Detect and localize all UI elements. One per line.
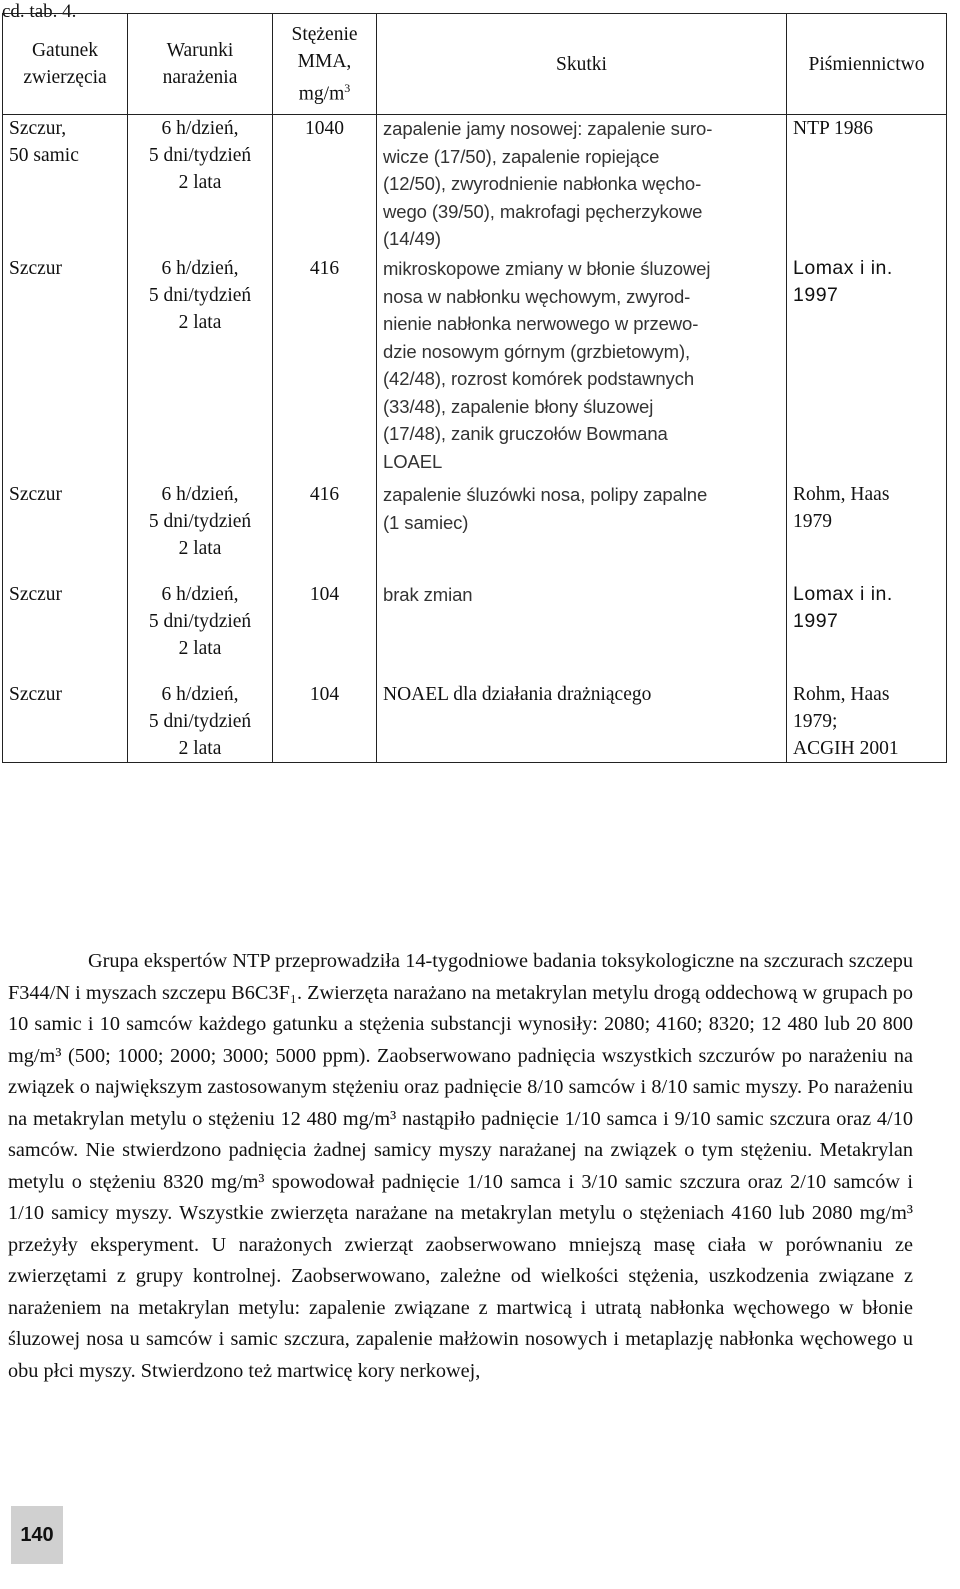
cell-concentration: 104 — [273, 681, 377, 763]
cell-species: Szczur — [3, 481, 128, 581]
cell-concentration: 416 — [273, 255, 377, 481]
cell-conditions: 6 h/dzień, 5 dni/tydzień 2 lata — [128, 581, 273, 681]
table-row — [3, 481, 947, 581]
cell-conditions: 6 h/dzień, 5 dni/tydzień 2 lata — [128, 481, 273, 581]
cell-conditions: 6 h/dzień, 5 dni/tydzień 2 lata — [128, 681, 273, 763]
cell-effects: NOAEL dla działania drażniącego — [377, 681, 787, 763]
cell-references: Lomax i in. 1997 — [787, 581, 947, 681]
continuation-label: cd. tab. 4. — [2, 1, 77, 22]
cell-effects: zapalenie śluzówki nosa, polipy zapalne (1 samiec) — [377, 481, 787, 581]
table-row — [3, 581, 947, 681]
header-concentration: Stężenie MMA, $mg/m^3$ — [273, 14, 377, 115]
page-number: 140 — [11, 1506, 63, 1564]
cell-species: Szczur — [3, 581, 128, 681]
cell-effects: mikroskopowe zmiany w błonie śluzowej nosa w nabłonku węchowym, zwyrod- nienie nabłonka nerwowego w przewo- dzie nosowym górnym (grzbietowym), (42/48), rozrost komórek podstawnych (33/48), zapalenie błony śluzowej (17/48), zanik gruczołów Bowmana LOAEL — [377, 255, 787, 481]
cell-concentration: 1040 — [273, 115, 377, 256]
table-row — [3, 681, 947, 763]
cell-references: Lomax i in. 1997 — [787, 255, 947, 481]
cell-references: NTP 1986 — [787, 115, 947, 256]
table-row — [3, 115, 947, 256]
cell-effects: brak zmian — [377, 581, 787, 681]
cell-concentration: 104 — [273, 581, 377, 681]
cell-species: Szczur — [3, 681, 128, 763]
cell-references: Rohm, Haas 1979 — [787, 481, 947, 581]
header-species: Gatunek zwierzęcia — [3, 14, 128, 115]
toxicity-table — [2, 13, 947, 763]
body-paragraph: Grupa ekspertów NTP przeprowadziła 14-tygodniowe badania toksykologiczne na szczurach szczepu F344/N i myszach szczepu B6C3F₁. Zwierzęta narażano na metakrylan metylu drogą oddechową w grupach po 10 samic i 10 samców każdego gatunku a stężenia substancji wynosiły: 2080; 4160; 8320; 12 480 lub 20 800 mg/m³ (500; 1000; 2000; 3000; 5000 ppm). Zaobserwowano padnięcia wszystkich szczurów po narażeniu na związek o największym zastosowanym stężeniu oraz padnięcie 8/10 samców i 8/10 samic myszy. Po narażeniu na metakrylan metylu o stężeniu 12 480 mg/m³ nastąpiło padnięcie 1/10 samca i 9/10 samic szczura oraz 4/10 samców. Nie stwierdzono padnięcia żadnej samicy myszy narażanej na związek o tym stężeniu. Metakrylan metylu o stężeniu 8320 mg/m³ spowodował padnięcie 1/10 samca i 3/10 samic szczura oraz 2/10 samców i 1/10 samicy myszy. Wszystkie zwierzęta narażane na metakrylan metylu o stężeniach 4160 lub 2080 mg/m³ przeżyły eksperyment. U narażonych zwierząt zaobserwowano mniejszą masę ciała w porównaniu ze zwierzętami z grupy kontrolnej. Zaobserwowano, zależne od wielkości stężenia, uszkodzenia związane z narażeniem na metakrylan metylu: zapalenie związane z martwicą i utratą nabłonka węchowego w błonie śluzowej nosa u samców i samic szczura, zapalenie małżowin nosowych i metaplazję nabłonka węchowego u obu płci myszy. Stwierdzono też martwicę kory nerkowej, — [8, 950, 913, 1382]
cell-species: Szczur, 50 samic — [3, 115, 128, 256]
cell-references: Rohm, Haas 1979; ACGIH 2001 — [787, 681, 947, 763]
table-row — [3, 255, 947, 481]
cell-concentration: 416 — [273, 481, 377, 581]
cell-conditions: 6 h/dzień, 5 dni/tydzień 2 lata — [128, 115, 273, 256]
header-effects: Skutki — [377, 14, 787, 115]
cell-effects: zapalenie jamy nosowej: zapalenie suro- wicze (17/50), zapalenie ropiejące (12/50), zwyrodnienie nabłonka węcho- wego (39/50), makrofagi pęcherzykowe (14/49) — [377, 115, 787, 256]
cell-conditions: 6 h/dzień, 5 dni/tydzień 2 lata — [128, 255, 273, 481]
header-conditions: Warunki narażenia — [128, 14, 273, 115]
table-header-row — [3, 14, 947, 115]
header-references: Piśmiennictwo — [787, 14, 947, 115]
cell-species: Szczur — [3, 255, 128, 481]
